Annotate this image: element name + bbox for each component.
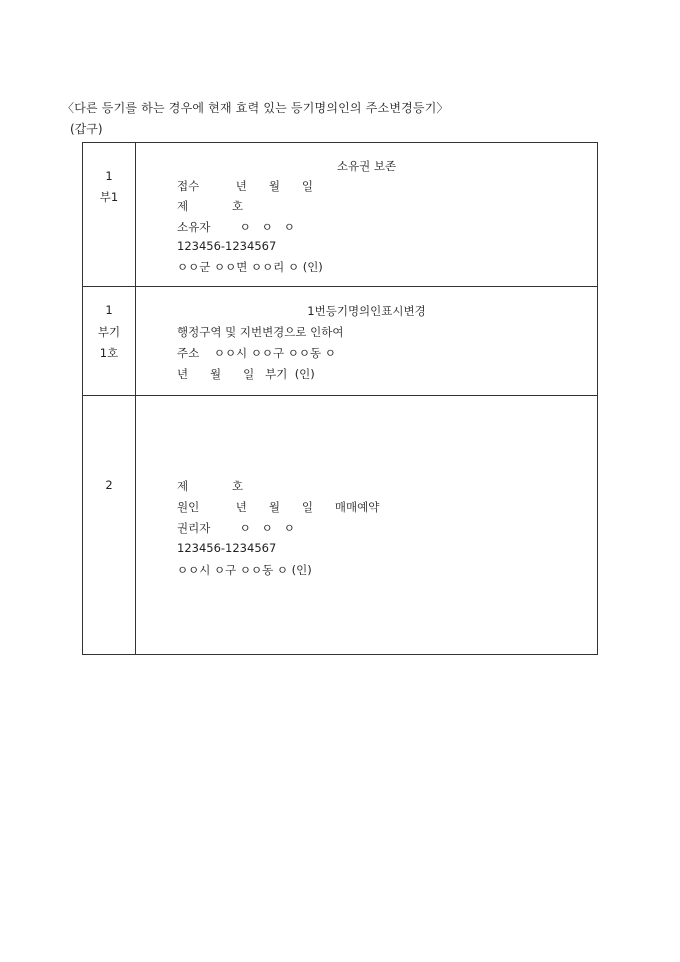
row-number-cell <box>83 143 136 286</box>
entry-line: 행정구역 및 지번변경으로 인하여 <box>177 325 344 339</box>
entry-line: 123456-1234567 <box>177 239 277 253</box>
row-number-line: 1 <box>105 169 113 183</box>
row-number-line: 2 <box>105 478 113 492</box>
entry-line: 제 호 <box>177 199 244 213</box>
entry-line: 권리자 ㅇ ㅇ ㅇ <box>177 521 295 535</box>
row-number-line: 부1 <box>99 190 119 204</box>
entry-line: ㅇㅇ시 ㅇ구 ㅇㅇ동 ㅇ (인) <box>177 563 312 577</box>
entry-line: 원인 년 월 일 매매예약 <box>177 500 380 514</box>
section-label: (갑구) <box>70 122 103 136</box>
registry-row <box>83 287 597 396</box>
document-heading: 〈다른 등기를 하는 경우에 현재 효력 있는 등기명의인의 주소변경등기〉 <box>62 101 449 115</box>
row-number-cell <box>83 396 136 654</box>
entry-line: 소유자 ㅇ ㅇ ㅇ <box>177 220 295 234</box>
entry-line: 123456-1234567 <box>177 541 277 555</box>
registry-row <box>83 396 597 654</box>
row-number-cell <box>83 287 136 395</box>
registry-row <box>83 143 597 287</box>
entry-line: 주소 ㅇㅇ시 ㅇㅇ구 ㅇㅇ동 ㅇ <box>177 346 336 360</box>
registry-table <box>82 142 598 655</box>
row-number-line: 1 <box>105 303 113 317</box>
row-number-line: 1호 <box>99 346 119 360</box>
entry-line: 접수 년 월 일 <box>177 179 313 193</box>
entry-title: 1번등기명의인표시변경 <box>307 304 426 318</box>
entry-title: 소유권 보존 <box>336 159 397 173</box>
row-number-line: 부기 <box>97 325 121 339</box>
entry-line: ㅇㅇ군 ㅇㅇ면 ㅇㅇ리 ㅇ (인) <box>177 260 323 274</box>
entry-line: 제 호 <box>177 479 244 493</box>
entry-line: 년 월 일 부기 (인) <box>177 367 315 381</box>
